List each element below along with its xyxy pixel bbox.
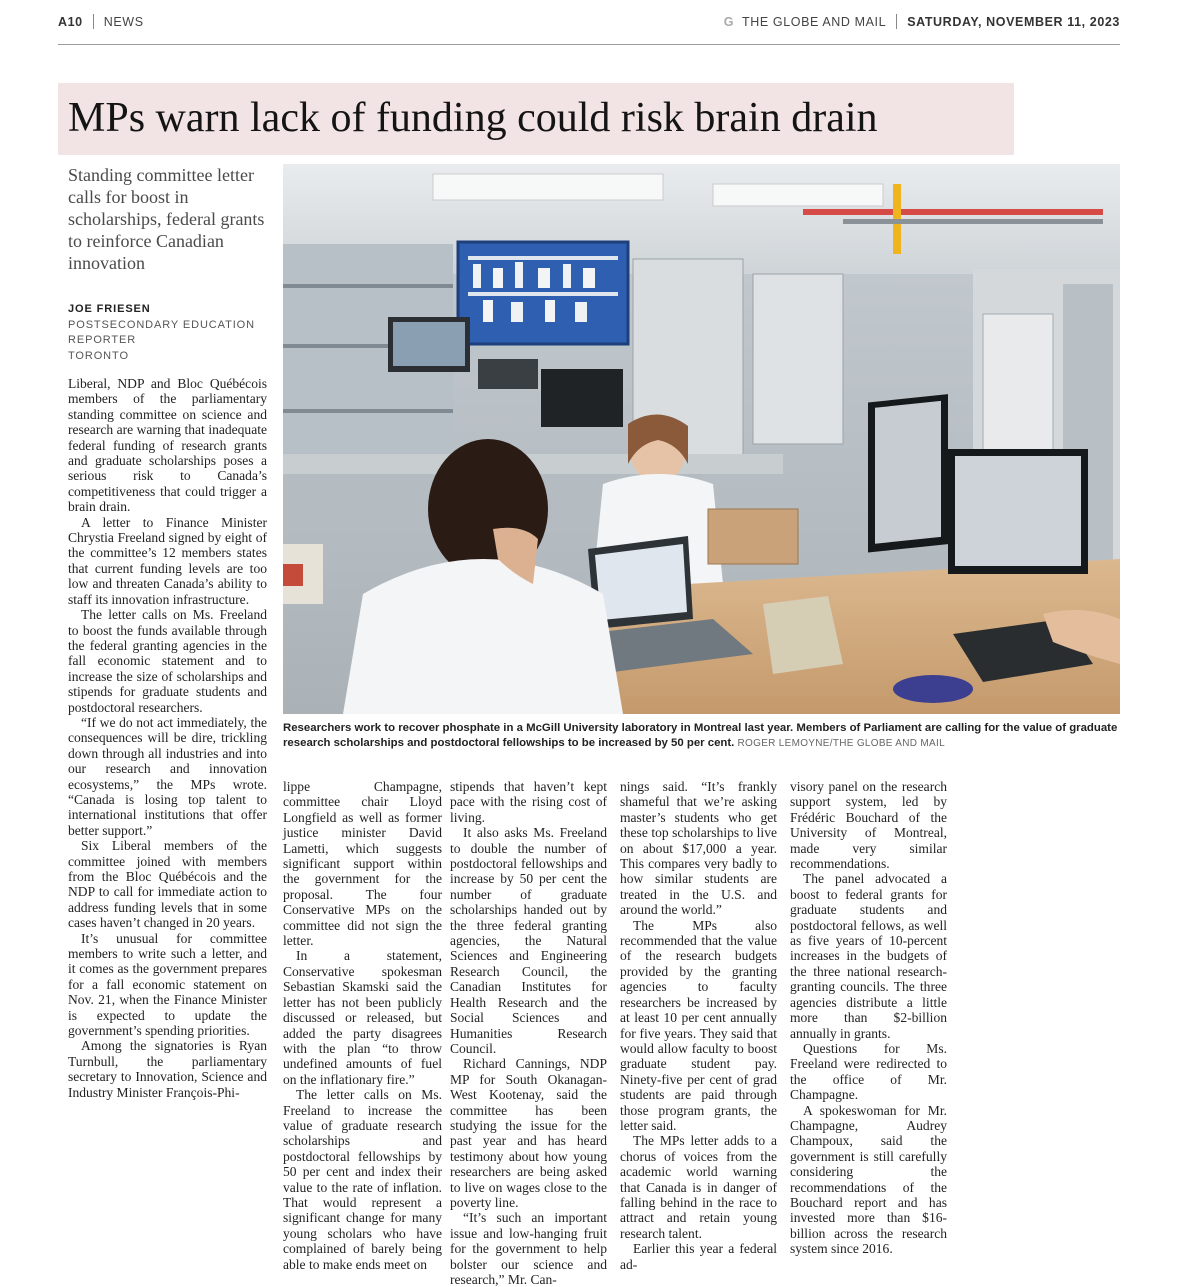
paragraph: In a statement, Conservative spokesman Sebastian Skamski said the letter has not been publicly discussed or released, but added the party disagrees with the plan “to throw undefined amounts of fuel on the inflationary fire.” bbox=[283, 948, 442, 1087]
paragraph: It also asks Ms. Freeland to double the number of postdoctoral fellowships and increase by 50 per cent the number of graduate scholarships handed out by the three federal granting agencies, the Natural Sciences and Engineering Research Council, the Canadian Institutes for Health Research and the Social Sciences and Humanities Research Council. bbox=[450, 825, 607, 1056]
byline-title: POSTSECONDARY EDUCATION bbox=[68, 318, 255, 331]
paragraph: nings said. “It’s frankly shameful that we’re asking master’s students who get these top scholarships to live on about $17,000 a year. This compares very badly to how similar students are treated in the U.S. and around the world.” bbox=[620, 779, 777, 918]
byline bbox=[68, 302, 268, 364]
paragraph: Liberal, NDP and Bloc Québécois members of the parliamentary standing committee on science and research are warning that inadequate federal funding of research grants and graduate scholarships poses a serious risk to Canada’s competitiveness that could trigger a brain drain. bbox=[68, 376, 267, 515]
paragraph: A letter to Finance Minister Chrystia Freeland signed by eight of the committee’s 12 members states that current funding levels are too low and threaten Canada’s ability to staff its innovation infrastructure. bbox=[68, 514, 267, 607]
article-column-1 bbox=[68, 376, 267, 1188]
article-column-2 bbox=[283, 779, 442, 1272]
folio-divider bbox=[93, 14, 94, 29]
photo-credit: ROGER LEMOYNE/THE GLOBE AND MAIL bbox=[737, 737, 945, 749]
folio bbox=[58, 14, 1120, 34]
page-number: A10 bbox=[58, 14, 83, 29]
byline-location: TORONTO bbox=[68, 349, 129, 362]
photo-caption bbox=[283, 721, 1120, 751]
caption-text: Researchers work to recover phosphate in a McGill University laboratory in Montreal last year. Members of Parliament are calling for the value of graduate research scholarships and postdoctoral fellowships to be increased by 50 per cent. bbox=[283, 722, 1118, 749]
globe-logo-icon: G bbox=[723, 14, 735, 29]
paragraph: visory panel on the research support system, led by Frédéric Bouchard of the University of Montreal, made very similar recommendations. bbox=[790, 779, 947, 872]
article-column-3 bbox=[450, 779, 607, 1287]
paragraph: A spokeswoman for Mr. Champagne, Audrey Champoux, said the government is still carefully considering the recommendations of the Bouchard report and has invested more than $16-billion across the research system since 2016. bbox=[790, 1102, 947, 1257]
paragraph: Six Liberal members of the committee joined with members from the Bloc Québécois and the NDP to call for immediate action to address funding levels that in some cases haven’t changed in 20 years. bbox=[68, 838, 267, 931]
byline-title: REPORTER bbox=[68, 334, 137, 346]
issue-date: SATURDAY, NOVEMBER 11, 2023 bbox=[907, 14, 1120, 29]
paragraph: “It’s such an important issue and low-hanging fruit for the government to help bolster our science and research,” Mr. Can- bbox=[450, 1210, 607, 1287]
header-rule bbox=[58, 44, 1120, 45]
lab-illustration bbox=[283, 164, 1120, 714]
paragraph: stipends that haven’t kept pace with the rising cost of living. bbox=[450, 779, 607, 825]
article-column-4 bbox=[620, 779, 777, 1272]
folio-divider bbox=[896, 14, 897, 29]
paragraph: Questions for Ms. Freeland were redirected to the office of Mr. Champagne. bbox=[790, 1040, 947, 1103]
paragraph: Earlier this year a federal ad- bbox=[620, 1241, 777, 1272]
section-label: NEWS bbox=[103, 14, 144, 29]
paragraph: Richard Cannings, NDP MP for South Okanagan-West Kootenay, said the committee has been studying the issue for the past year and has heard testimony about how young researchers are being asked to live on wages close to the poverty line. bbox=[450, 1056, 607, 1210]
publication-name: THE GLOBE AND MAIL bbox=[742, 14, 887, 29]
paragraph: The panel advocated a boost to federal grants for graduate students and postdoctoral fellows, as well as five years of 10-percent increases in the budgets of the three national research-granting councils. The three agencies distribute a little more than $2-billion annually in grants. bbox=[790, 871, 947, 1041]
paragraph: The letter calls on Ms. Freeland to boost the funds available through the federal granting agencies in the fall economic statement and to increase the size of scholarships and stipends for graduate students and postdoctoral researchers. bbox=[68, 607, 267, 715]
byline-name: JOE FRIESEN bbox=[68, 303, 151, 315]
paragraph: It’s unusual for committee members to write such a letter, and it comes as the government prepares for a fall economic statement on Nov. 21, when the Finance Minister is expected to update the government’s spending priorities. bbox=[68, 930, 267, 1039]
paragraph: Among the signatories is Ryan Turnbull, the parliamentary secretary to Innovation, Science and Industry Minister François-Phi- bbox=[68, 1038, 267, 1100]
paragraph: lippe Champagne, committee chair Lloyd Longfield as well as former justice minister David Lametti, which suggests significant support within the government for the proposal. The four Conservative MPs on the committee did not sign the letter. bbox=[283, 779, 442, 949]
headline: MPs warn lack of funding could risk brain drain bbox=[68, 95, 878, 141]
paragraph: The MPs letter adds to a chorus of voices from the academic world warning that Canada is in danger of falling behind in the race to attract and retain young research talent. bbox=[620, 1133, 777, 1241]
deck: Standing committee letter calls for boost in scholarships, federal grants to reinforce Canadian innovation bbox=[68, 165, 265, 273]
lab-photo bbox=[283, 164, 1120, 714]
paragraph: The letter calls on Ms. Freeland to increase the value of graduate research scholarships and postdoctoral fellowships by 50 per cent and index their value to the rate of inflation. That would represent a significant change for many young scholars who have complained of barely being able to make ends meet on bbox=[283, 1087, 442, 1272]
article-column-5 bbox=[790, 779, 947, 1257]
paragraph: “If we do not act immediately, the consequences will be dire, trickling down through all industries and into our research and innovation ecosystems,” the MPs wrote. “Canada is losing top talent to international institutions that offer better support.” bbox=[68, 714, 267, 838]
paragraph: The MPs also recommended that the value of the research budgets provided by the granting agencies to faculty researchers be increased by at least 10 per cent annually for five years. They said that would allow faculty to boost graduate student pay. Ninety-five per cent of grad students are paid through those program grants, the letter said. bbox=[620, 917, 777, 1133]
